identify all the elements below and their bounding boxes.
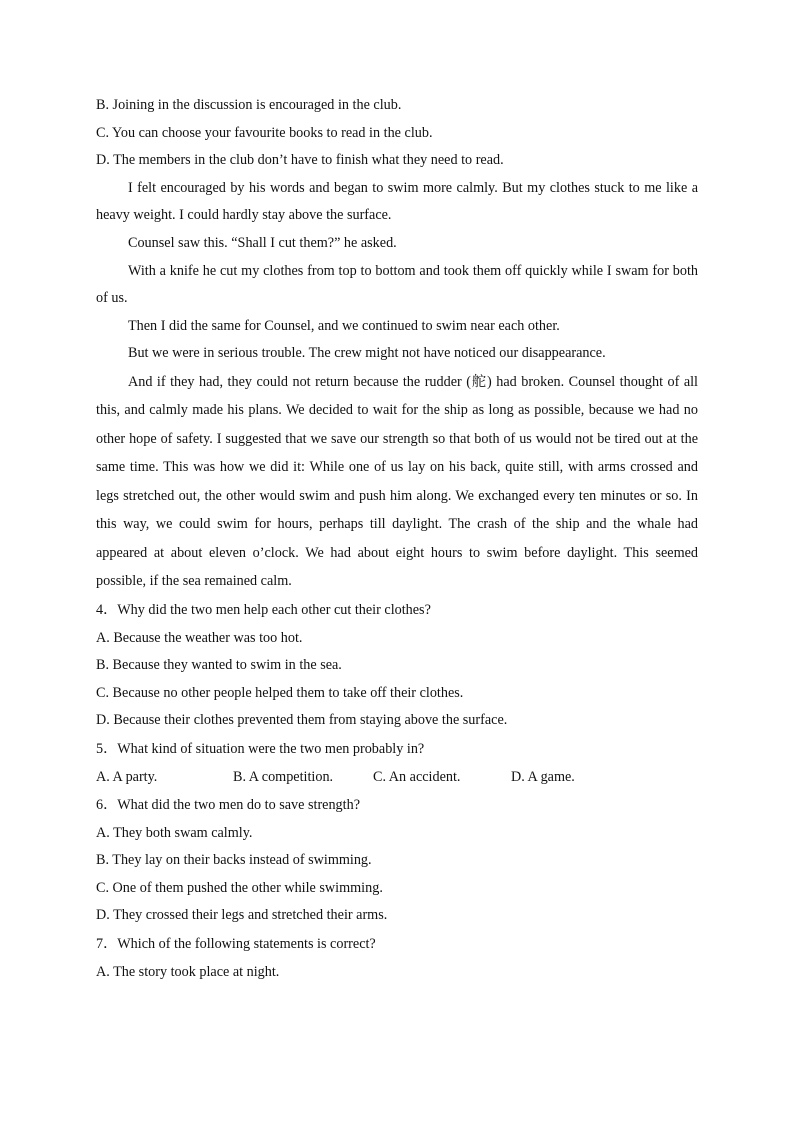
passage-paragraph: And if they had, they could not return because the rudder (舵) had broken. Counsel thought of all this, and calmly made his plans. We decided to wait for the ship as long as possible, because we had no other hope of safety. I suggested that we save our strength so that both of us would not be tired out at the same time. This was how we did it: While one of us lay on his back, quite still, with arms crossed and legs stretched out, the other would swim and push him along. We exchanged every ten minutes or so. In this way, we could swim for hours, perhaps till daylight. The crash of the ship and the whale had appeared at about eleven o’clock. We had about eight hours to swim before daylight. This seemed possible, if the sea remained calm.	[96, 373, 698, 590]
question-7	[96, 931, 698, 986]
answer-option: B. A competition.	[233, 768, 334, 785]
passage-paragraph: With a knife he cut my clothes from top to bottom and took them off quickly while I swam for both of us.	[96, 262, 698, 307]
question-6	[96, 792, 698, 930]
question-5	[96, 736, 698, 791]
document-page	[96, 92, 698, 986]
prev-option-b: B. Joining in the discussion is encouraged in the club.	[96, 97, 402, 113]
question-stem: 6．What did the two men do to save strength?	[96, 797, 360, 814]
answer-option: B. They lay on their backs instead of swimming.	[96, 852, 372, 869]
answer-option: D. They crossed their legs and stretched their arms.	[96, 907, 388, 924]
passage-paragraph: Counsel saw this. “Shall I cut them?” he asked.	[128, 234, 397, 251]
answer-option: B. Because they wanted to swim in the sea.	[96, 657, 342, 674]
answer-option: A. A party.	[96, 768, 158, 785]
passage-paragraph: I felt encouraged by his words and began to swim more calmly. But my clothes stuck to me like a heavy weight. I could hardly stay above the surface.	[96, 179, 698, 224]
answer-option: A. Because the weather was too hot.	[96, 629, 303, 646]
passage-paragraph: But we were in serious trouble. The crew might not have noticed our disappearance.	[128, 345, 606, 362]
answer-option: A. The story took place at night.	[96, 963, 280, 980]
question-4	[96, 597, 698, 735]
answer-option: A. They both swam calmly.	[96, 824, 253, 841]
answer-option: C. Because no other people helped them to take off their clothes.	[96, 684, 464, 701]
prev-option-d: D. The members in the club don’t have to finish what they need to read.	[96, 152, 504, 169]
question-stem: 4．Why did the two men help each other cut their clothes?	[96, 601, 431, 618]
answer-option: C. One of them pushed the other while swimming.	[96, 879, 383, 896]
question-stem: 5．What kind of situation were the two men probably in?	[96, 740, 425, 757]
answer-option: D. Because their clothes prevented them from staying above the surface.	[96, 712, 508, 729]
answer-option: D. A game.	[511, 768, 575, 785]
passage-paragraph: Then I did the same for Counsel, and we continued to swim near each other.	[128, 317, 560, 334]
answer-options-row	[96, 764, 698, 792]
question-stem: 7．Which of the following statements is correct?	[96, 936, 376, 953]
answer-option: C. An accident.	[373, 768, 461, 785]
prev-option-c: C. You can choose your favourite books to read in the club.	[96, 124, 433, 141]
